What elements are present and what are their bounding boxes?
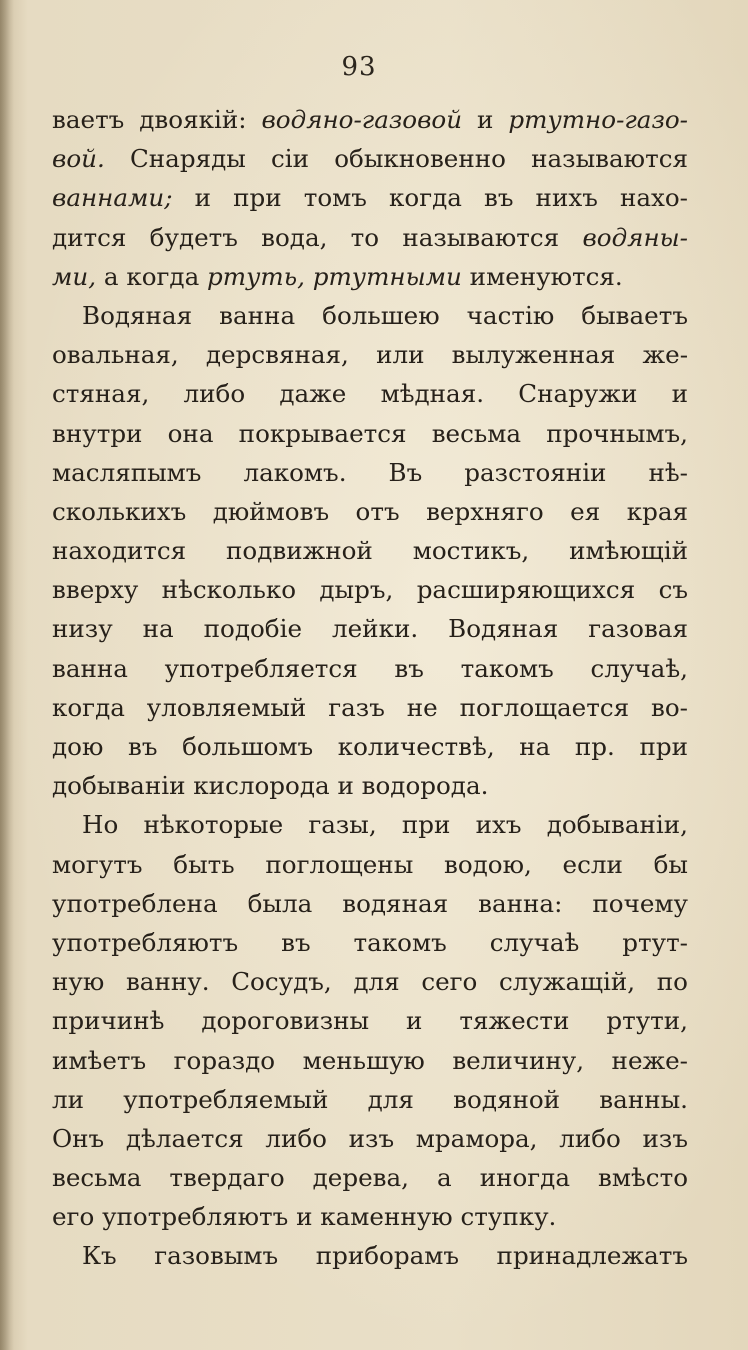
- text-run: когда уловляемый газъ не поглощается во-: [52, 692, 688, 722]
- text-line: [52, 139, 688, 178]
- text-run: ли употребляемый для водяной ванны.: [52, 1084, 688, 1114]
- text-line: [52, 805, 688, 844]
- italic-term: водяны-: [582, 222, 688, 252]
- text-line: [52, 492, 688, 531]
- text-line: [52, 727, 688, 766]
- text-line: [52, 414, 688, 453]
- text-line: [52, 1236, 688, 1275]
- text-run: и при томъ когда въ нихъ нахо-: [172, 183, 688, 213]
- italic-term: вой.: [52, 144, 105, 174]
- text-line: [52, 609, 688, 648]
- text-line: [52, 845, 688, 884]
- italic-term: ртутными: [312, 261, 462, 291]
- text-run: Снаряды сіи обыкновенно называются: [104, 144, 688, 174]
- italic-term: ми,: [52, 261, 97, 291]
- text-run: находится подвижной мостикъ, имѣющій: [52, 536, 688, 566]
- italic-term: ртуть,: [207, 261, 305, 291]
- text-line: [52, 257, 688, 296]
- text-line: [52, 923, 688, 962]
- text-run: имѣетъ гораздо меньшую величину, неже-: [52, 1045, 688, 1075]
- text-run: дою въ большомъ количествѣ, на пр. при: [52, 732, 688, 761]
- text-run: внутри она покрывается весьма прочнымъ,: [52, 418, 688, 448]
- text-run: именуются.: [461, 261, 623, 291]
- paragraph: [52, 805, 688, 1236]
- text-run: употреблена была водяная ванна: почему: [52, 888, 688, 918]
- text-run: весьма твердаго дерева, а иногда вмѣсто: [52, 1163, 688, 1193]
- text-run: масляпымъ лакомъ. Въ разстояніи нѣ-: [52, 457, 688, 487]
- text-line: [52, 962, 688, 1001]
- text-run: сколькихъ дюймовъ отъ верхняго ея края: [52, 496, 688, 526]
- text-line: [52, 1080, 688, 1119]
- text-run: ную ванну. Сосудъ, для сего служащій, по: [52, 967, 688, 997]
- text-line: [52, 531, 688, 570]
- paragraph: [52, 296, 688, 805]
- text-line: [52, 374, 688, 413]
- text-line: [52, 100, 688, 139]
- italic-term: ртутно-газо-: [508, 105, 688, 134]
- text-line: [52, 688, 688, 727]
- text-run: [305, 262, 313, 291]
- text-run: ваетъ двоякій:: [52, 105, 262, 134]
- text-line: [52, 649, 688, 688]
- body-text: [52, 100, 688, 1276]
- text-run: овальная, дерсвяная, или вылуженная же-: [52, 340, 688, 370]
- text-run: Водяная ванна большею частію бываетъ: [82, 300, 688, 330]
- text-run: Къ газовымъ приборамъ принадлежатъ: [82, 1241, 688, 1271]
- text-line: [52, 453, 688, 492]
- text-run: ванна употребляется въ такомъ случаѣ,: [52, 653, 688, 683]
- text-line: [52, 335, 688, 374]
- paragraph: [52, 1236, 688, 1275]
- text-line: [52, 218, 688, 257]
- text-run: употребляютъ въ такомъ случаѣ ртут-: [52, 927, 688, 957]
- italic-term: водяно-газовой: [261, 105, 463, 134]
- text-run: и: [462, 105, 509, 134]
- italic-term: ваннами;: [52, 183, 173, 213]
- text-line: [52, 570, 688, 609]
- text-run: стяная, либо даже мѣдная. Снаружи и: [52, 379, 688, 409]
- text-line: [52, 884, 688, 923]
- text-line: [52, 296, 688, 335]
- text-line: [52, 178, 688, 217]
- text-run: Онъ дѣлается либо изъ мрамора, либо изъ: [52, 1123, 688, 1153]
- text-run: его употребляютъ и каменную ступку.: [52, 1202, 557, 1232]
- text-line: [52, 766, 688, 805]
- text-line: [52, 1001, 688, 1040]
- text-line: [52, 1158, 688, 1197]
- text-run: дится будетъ вода, то называются: [52, 222, 583, 252]
- text-run: низу на подобіе лейки. Водяная газовая: [52, 614, 688, 644]
- text-run: добываніи кислорода и водорода.: [52, 771, 489, 801]
- text-line: [52, 1197, 688, 1236]
- text-line: [52, 1041, 688, 1080]
- text-run: а когда: [96, 261, 208, 291]
- text-run: Но нѣкоторые газы, при ихъ добываніи,: [82, 810, 688, 840]
- text-run: причинѣ дороговизны и тяжести ртути,: [52, 1006, 688, 1036]
- text-line: [52, 1119, 688, 1158]
- text-run: вверху нѣсколько дыръ, расширяющихся съ: [52, 575, 688, 605]
- paragraph: [52, 100, 688, 296]
- page-number: 93: [341, 52, 377, 82]
- text-run: могутъ быть поглощены водою, если бы: [52, 849, 688, 879]
